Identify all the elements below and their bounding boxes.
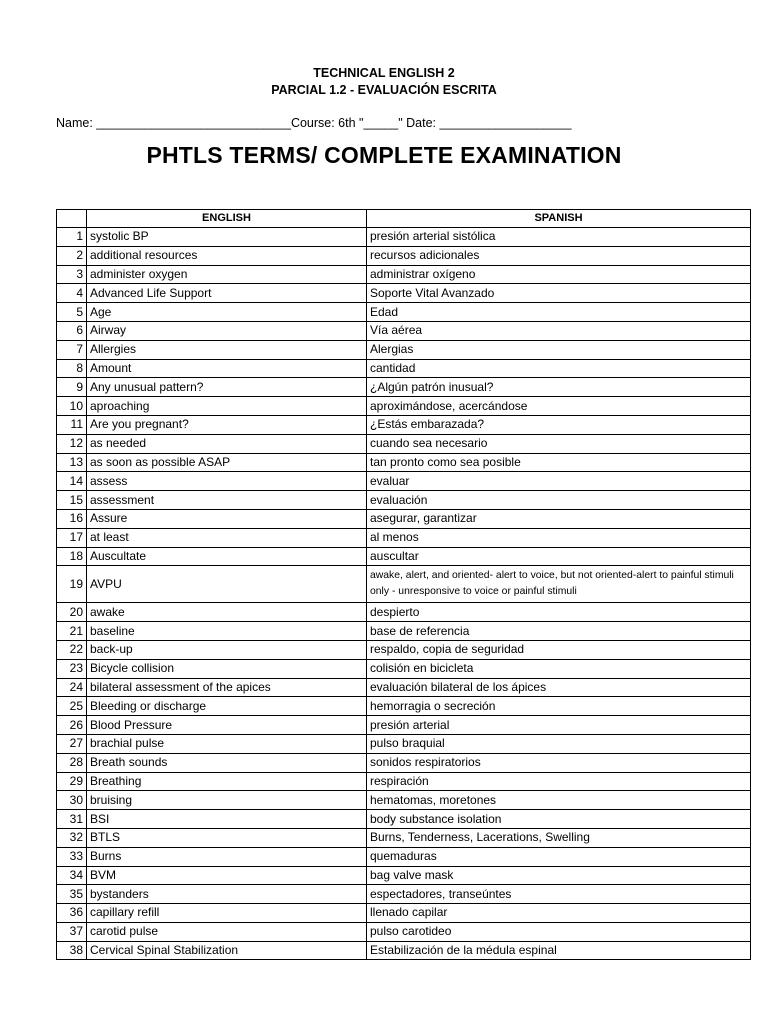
spanish-term: asegurar, garantizar	[367, 509, 751, 528]
spanish-term: tan pronto como sea posible	[367, 453, 751, 472]
english-term: Amount	[87, 359, 367, 378]
spanish-term: Burns, Tenderness, Lacerations, Swelling	[367, 828, 751, 847]
table-row	[57, 378, 751, 397]
row-number: 21	[57, 622, 87, 641]
english-term: AVPU	[87, 566, 367, 603]
table-row	[57, 640, 751, 659]
table-row	[57, 622, 751, 641]
row-number: 7	[57, 340, 87, 359]
row-number: 38	[57, 941, 87, 960]
row-number: 28	[57, 753, 87, 772]
row-number: 11	[57, 415, 87, 434]
table-row	[57, 659, 751, 678]
table-row	[57, 922, 751, 941]
row-number: 36	[57, 904, 87, 923]
english-term: capillary refill	[87, 904, 367, 923]
english-term: assess	[87, 472, 367, 491]
table-row	[57, 904, 751, 923]
english-term: awake	[87, 603, 367, 622]
spanish-term: Edad	[367, 303, 751, 322]
row-number: 15	[57, 491, 87, 510]
english-term: bilateral assessment of the apices	[87, 678, 367, 697]
header-spanish: SPANISH	[367, 210, 751, 228]
table-row	[57, 678, 751, 697]
table-row	[57, 716, 751, 735]
row-number: 29	[57, 772, 87, 791]
table-row	[57, 246, 751, 265]
table-row	[57, 547, 751, 566]
english-term: baseline	[87, 622, 367, 641]
spanish-term: body substance isolation	[367, 810, 751, 829]
english-term: BTLS	[87, 828, 367, 847]
row-number: 19	[57, 566, 87, 603]
spanish-term: base de referencia	[367, 622, 751, 641]
table-row	[57, 321, 751, 340]
table-row	[57, 472, 751, 491]
spanish-term: presión arterial sistólica	[367, 228, 751, 247]
row-number: 32	[57, 828, 87, 847]
spanish-term: colisión en bicicleta	[367, 659, 751, 678]
table-row	[57, 941, 751, 960]
english-term: as needed	[87, 434, 367, 453]
table-row	[57, 810, 751, 829]
english-term: Breathing	[87, 772, 367, 791]
spanish-term: hematomas, moretones	[367, 791, 751, 810]
spanish-term: cantidad	[367, 359, 751, 378]
spanish-term: pulso braquial	[367, 734, 751, 753]
table-row	[57, 734, 751, 753]
english-term: back-up	[87, 640, 367, 659]
table-row	[57, 603, 751, 622]
row-number: 8	[57, 359, 87, 378]
spanish-term: hemorragia o secreción	[367, 697, 751, 716]
row-number: 30	[57, 791, 87, 810]
english-term: Auscultate	[87, 547, 367, 566]
english-term: brachial pulse	[87, 734, 367, 753]
english-term: Are you pregnant?	[87, 415, 367, 434]
row-number: 25	[57, 697, 87, 716]
spanish-term: administrar oxígeno	[367, 265, 751, 284]
spanish-term: awake, alert, and oriented- alert to voice, but not oriented-alert to painful stimuli only - unresponsive to voice or painful stimuli	[367, 566, 751, 603]
english-term: Bleeding or discharge	[87, 697, 367, 716]
spanish-term: aproximándose, acercándose	[367, 397, 751, 416]
spanish-term: Alergias	[367, 340, 751, 359]
row-number: 24	[57, 678, 87, 697]
row-number: 4	[57, 284, 87, 303]
spanish-term: evaluación	[367, 491, 751, 510]
terms-table	[56, 209, 751, 960]
table-row	[57, 753, 751, 772]
english-term: at least	[87, 528, 367, 547]
row-number: 14	[57, 472, 87, 491]
table-row	[57, 491, 751, 510]
row-number: 1	[57, 228, 87, 247]
spanish-term: auscultar	[367, 547, 751, 566]
row-number: 16	[57, 509, 87, 528]
table-row	[57, 265, 751, 284]
row-number: 37	[57, 922, 87, 941]
spanish-term: llenado capilar	[367, 904, 751, 923]
row-number: 5	[57, 303, 87, 322]
spanish-term: recursos adicionales	[367, 246, 751, 265]
table-row	[57, 828, 751, 847]
spanish-term: ¿Estás embarazada?	[367, 415, 751, 434]
header-number	[57, 210, 87, 228]
english-term: carotid pulse	[87, 922, 367, 941]
table-row	[57, 340, 751, 359]
english-term: Allergies	[87, 340, 367, 359]
table-row	[57, 528, 751, 547]
table-header-row	[57, 210, 751, 228]
table-row	[57, 284, 751, 303]
row-number: 34	[57, 866, 87, 885]
english-term: Burns	[87, 847, 367, 866]
table-row	[57, 453, 751, 472]
spanish-term: cuando sea necesario	[367, 434, 751, 453]
table-row	[57, 566, 751, 603]
spanish-term: espectadores, transeúntes	[367, 885, 751, 904]
spanish-term: quemaduras	[367, 847, 751, 866]
english-term: assessment	[87, 491, 367, 510]
spanish-term: evaluar	[367, 472, 751, 491]
spanish-term: despierto	[367, 603, 751, 622]
row-number: 33	[57, 847, 87, 866]
header-english: ENGLISH	[87, 210, 367, 228]
english-term: as soon as possible ASAP	[87, 453, 367, 472]
table-row	[57, 697, 751, 716]
table-row	[57, 847, 751, 866]
row-number: 3	[57, 265, 87, 284]
spanish-term: respaldo, copia de seguridad	[367, 640, 751, 659]
english-term: Assure	[87, 509, 367, 528]
table-row	[57, 415, 751, 434]
english-term: additional resources	[87, 246, 367, 265]
table-row	[57, 434, 751, 453]
document-header-exam: PARCIAL 1.2 - EVALUACIÓN ESCRITA	[271, 83, 497, 97]
english-term: systolic BP	[87, 228, 367, 247]
row-number: 12	[57, 434, 87, 453]
english-term: Bicycle collision	[87, 659, 367, 678]
table-row	[57, 397, 751, 416]
row-number: 13	[57, 453, 87, 472]
english-term: aproaching	[87, 397, 367, 416]
table-row	[57, 772, 751, 791]
row-number: 27	[57, 734, 87, 753]
english-term: administer oxygen	[87, 265, 367, 284]
spanish-term: pulso carotideo	[367, 922, 751, 941]
row-number: 18	[57, 547, 87, 566]
english-term: BVM	[87, 866, 367, 885]
english-term: BSI	[87, 810, 367, 829]
table-row	[57, 303, 751, 322]
row-number: 17	[57, 528, 87, 547]
spanish-term: presión arterial	[367, 716, 751, 735]
spanish-term: bag valve mask	[367, 866, 751, 885]
spanish-term: sonidos respiratorios	[367, 753, 751, 772]
row-number: 31	[57, 810, 87, 829]
english-term: bruising	[87, 791, 367, 810]
english-term: Advanced Life Support	[87, 284, 367, 303]
english-term: bystanders	[87, 885, 367, 904]
row-number: 23	[57, 659, 87, 678]
document-header-course: TECHNICAL ENGLISH 2	[313, 66, 455, 80]
spanish-term: al menos	[367, 528, 751, 547]
spanish-term: ¿Algún patrón inusual?	[367, 378, 751, 397]
english-term: Airway	[87, 321, 367, 340]
table-row	[57, 228, 751, 247]
spanish-term: Vía aérea	[367, 321, 751, 340]
page-title: PHTLS TERMS/ COMPLETE EXAMINATION	[146, 142, 622, 168]
english-term: Any unusual pattern?	[87, 378, 367, 397]
spanish-term: Estabilización de la médula espinal	[367, 941, 751, 960]
row-number: 35	[57, 885, 87, 904]
english-term: Breath sounds	[87, 753, 367, 772]
row-number: 9	[57, 378, 87, 397]
row-number: 10	[57, 397, 87, 416]
row-number: 20	[57, 603, 87, 622]
table-row	[57, 885, 751, 904]
row-number: 2	[57, 246, 87, 265]
spanish-term: respiración	[367, 772, 751, 791]
spanish-term: Soporte Vital Avanzado	[367, 284, 751, 303]
english-term: Cervical Spinal Stabilization	[87, 941, 367, 960]
table-row	[57, 866, 751, 885]
terms-table-body	[57, 228, 751, 960]
student-info-line: Name: ____________________________Course: 6th "_____" Date: ___________________	[56, 116, 572, 130]
table-row	[57, 509, 751, 528]
row-number: 22	[57, 640, 87, 659]
english-term: Age	[87, 303, 367, 322]
row-number: 26	[57, 716, 87, 735]
table-row	[57, 791, 751, 810]
english-term: Blood Pressure	[87, 716, 367, 735]
spanish-term: evaluación bilateral de los ápices	[367, 678, 751, 697]
table-row	[57, 359, 751, 378]
row-number: 6	[57, 321, 87, 340]
